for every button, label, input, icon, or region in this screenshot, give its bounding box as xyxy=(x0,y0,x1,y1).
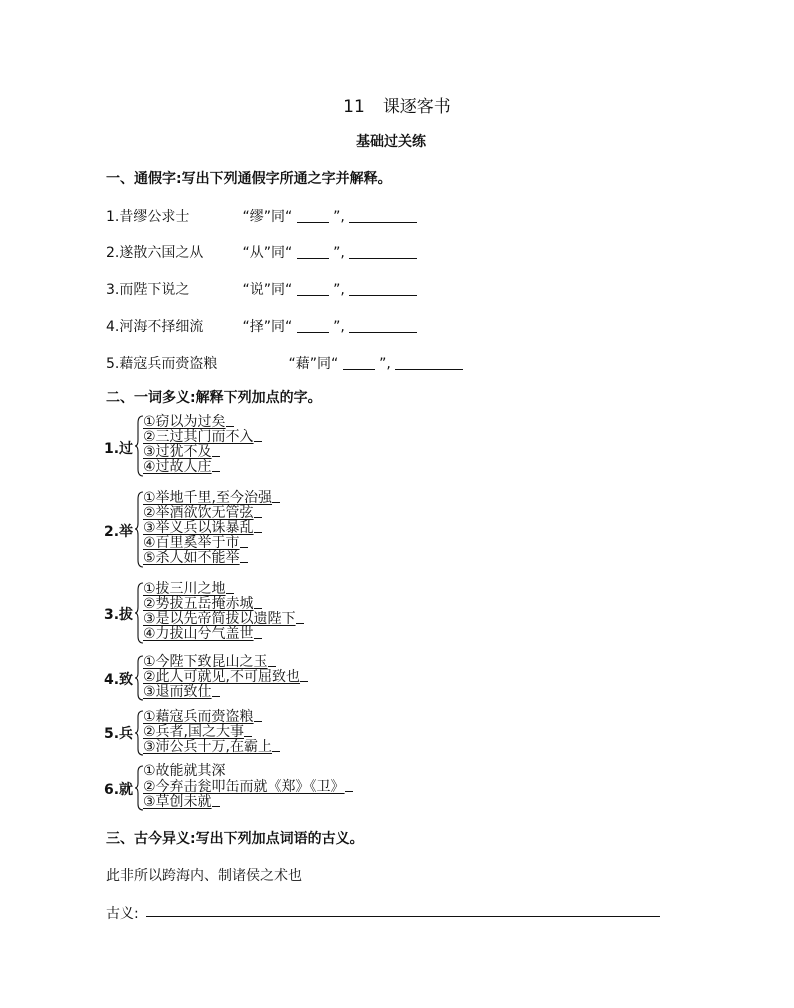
polysemy-item: ③是以先帝简拔以遗陛下 xyxy=(143,611,304,626)
polysemy-group-ju xyxy=(104,490,404,570)
tongjia-mid: ”, xyxy=(333,245,345,261)
tongjia-item-5 xyxy=(106,353,463,373)
polysemy-item: ②举酒欲饮无管弦 xyxy=(143,505,280,520)
polysemy-group-ba xyxy=(104,581,404,645)
polysemy-items xyxy=(143,490,280,565)
polysemy-label: 1.过 xyxy=(104,441,134,457)
polysemy-item: ③退而致仕 xyxy=(143,684,308,699)
polysemy-label: 5.兵 xyxy=(104,726,134,742)
tongjia-char: “择”同“ xyxy=(242,319,293,335)
polysemy-item: ③沛公兵十万,在霸上 xyxy=(143,739,280,754)
polysemy-items xyxy=(143,414,262,474)
polysemy-item: ③过犹不及 xyxy=(143,444,262,459)
tongjia-item-2 xyxy=(106,242,417,262)
polysemy-group-zhi xyxy=(104,654,404,702)
polysemy-item: ②三过其门而不入 xyxy=(143,429,262,444)
polysemy-item: ①窃以为过矣 xyxy=(143,414,262,429)
answer-blank-meaning[interactable] xyxy=(349,208,417,223)
tongjia-sentence: 1.昔缪公求士 xyxy=(106,209,190,225)
page-subtitle: 基础过关练 xyxy=(356,134,426,150)
section1-heading: 一、通假字:写出下列通假字所通之字并解释。 xyxy=(106,171,392,187)
tongjia-mid: ”, xyxy=(333,209,345,225)
polysemy-item: ③举义兵以诛暴乱 xyxy=(143,520,280,535)
tongjia-mid: ”, xyxy=(333,319,345,335)
answer-blank-char[interactable] xyxy=(297,208,329,223)
polysemy-label: 4.致 xyxy=(104,672,134,688)
polysemy-item: ②此人可就见,不可屈致也 xyxy=(143,669,308,684)
polysemy-item: ⑤杀人如不能举 xyxy=(143,550,280,565)
tongjia-item-3 xyxy=(106,279,417,299)
polysemy-item: ④百里奚举于市 xyxy=(143,535,280,550)
answer-blank-meaning[interactable] xyxy=(395,355,463,370)
polysemy-group-guo xyxy=(104,414,404,478)
polysemy-group-bing xyxy=(104,709,404,757)
tongjia-sentence: 3.而陛下说之 xyxy=(106,282,190,298)
answer-blank-char[interactable] xyxy=(297,244,329,259)
polysemy-label: 2.举 xyxy=(104,524,134,540)
polysemy-label: 3.拔 xyxy=(104,607,134,623)
section2-heading: 二、一词多义:解释下列加点的字。 xyxy=(106,390,322,406)
polysemy-item: ②今弃击瓮叩缶而就《郑》《卫》 xyxy=(143,779,353,794)
tongjia-sentence: 2.遂散六国之从 xyxy=(106,245,204,261)
polysemy-item: ④力拔山兮气盖世 xyxy=(143,626,304,641)
polysemy-items xyxy=(143,581,304,641)
polysemy-item: ④过故人庄 xyxy=(143,459,262,474)
polysemy-item: ①藉寇兵而赍盗粮 xyxy=(143,709,280,724)
polysemy-items xyxy=(143,709,280,754)
answer-blank-meaning[interactable] xyxy=(349,244,417,259)
polysemy-item: ①今陛下致昆山之玉 xyxy=(143,654,308,669)
lesson-number: 11 xyxy=(343,97,365,117)
polysemy-item: ①拔三川之地 xyxy=(143,581,304,596)
section3-heading: 三、古今异义:写出下列加点词语的古义。 xyxy=(106,831,364,847)
tongjia-item-4 xyxy=(106,316,417,336)
tongjia-char: “缪”同“ xyxy=(242,209,293,225)
polysemy-item: ①举地千里,至今治强 xyxy=(143,490,280,505)
answer-blank-meaning[interactable] xyxy=(349,318,417,333)
guyi-sentence: 此非所以跨海内、制诸侯之术也 xyxy=(106,868,302,884)
guyi-answer-blank[interactable] xyxy=(146,915,660,917)
lesson-title: 课逐客书 xyxy=(382,97,451,117)
polysemy-item: ②势拔五岳掩赤城 xyxy=(143,596,304,611)
tongjia-mid: ”, xyxy=(379,356,391,372)
answer-blank-char[interactable] xyxy=(297,281,329,296)
answer-blank-meaning[interactable] xyxy=(349,281,417,296)
answer-blank-char[interactable] xyxy=(297,318,329,333)
tongjia-char: “说”同“ xyxy=(242,282,293,298)
page-title xyxy=(0,92,794,117)
guyi-answer-label: 古义: xyxy=(106,906,139,922)
polysemy-label: 6.就 xyxy=(104,782,134,798)
polysemy-items xyxy=(143,764,353,809)
answer-blank-char[interactable] xyxy=(343,355,375,370)
tongjia-char: “从”同“ xyxy=(242,245,293,261)
tongjia-item-1 xyxy=(106,206,417,226)
tongjia-sentence: 5.藉寇兵而赍盗粮 xyxy=(106,356,218,372)
polysemy-items xyxy=(143,654,308,699)
polysemy-group-jiu xyxy=(104,764,424,812)
polysemy-item: ①故能就其深 xyxy=(143,763,226,779)
tongjia-sentence: 4.河海不择细流 xyxy=(106,319,204,335)
polysemy-item: ②兵者,国之大事 xyxy=(143,724,280,739)
tongjia-mid: ”, xyxy=(333,282,345,298)
tongjia-char: “藉”同“ xyxy=(288,356,339,372)
polysemy-item: ③草创未就 xyxy=(143,794,353,809)
